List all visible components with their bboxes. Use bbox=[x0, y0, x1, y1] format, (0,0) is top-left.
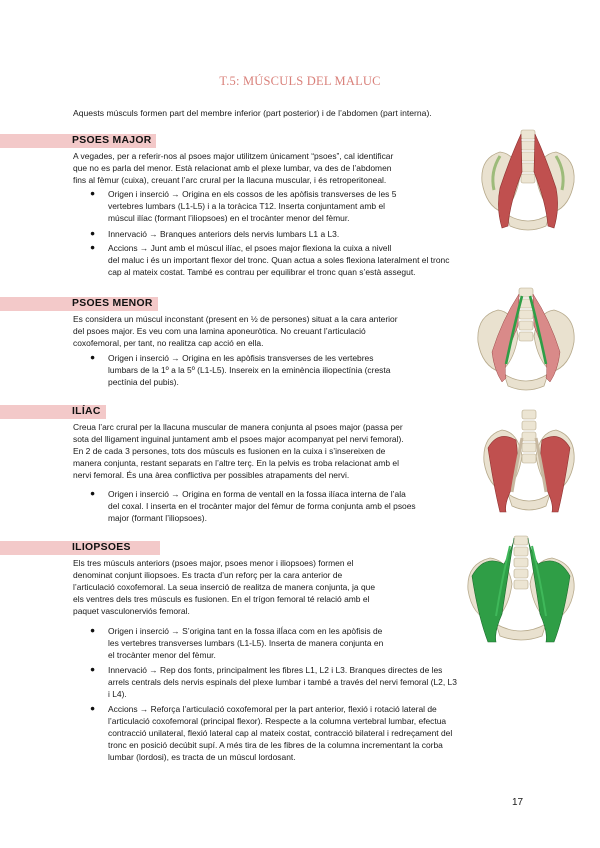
psoas-major-illustration bbox=[476, 128, 580, 236]
bullet-origin-insertion: Origen i inserció → S’origina tant en la fossa ilÍaca com en les apòfisis de les vertebres transverses lumbars (L1-L5). Inserta de manera conjunta en el trocànter menor del fèmur. bbox=[108, 626, 384, 661]
section-heading-iliac: ILÍAC bbox=[72, 406, 101, 417]
bullet-innervation: Innervació → Branques anteriors dels nervis lumbars L1 a L3. bbox=[108, 229, 340, 239]
bullet-innervation: Innervació → Rep dos fonts, principalment les fibres L1, L2 i L3. Branques directes de les arrels centrals dels nervis espinals del plexe lumbar i també a través del nervi femoral (L2, L3 i L4). bbox=[108, 665, 457, 700]
bullet-actions: Accions → Reforça l’articulació coxofemoral per la part anterior, flexió i rotació lateral de l’articulació coxofemoral (principal flexor). Respecte a la columna vertebral lumbar, efectua contracció unilateral, flexió lateral cap al mateix costat, contracció bilateral i redreçament del tronc en posició decúbit supí. A més tira de les fibres de la columna incrementant la corba lumbar (lordosi), es tracta de un múscul lordosant. bbox=[108, 704, 453, 763]
paragraph-iliopsoes: Els tres músculs anteriors (psoes major, psoes menor i iliopsoes) formen el denominat conjunt iliopsoes. Es tracta d’un reforç per la cara anterior de l’articulació coxofemoral. La seua inserció de realitza de manera conjunta, ja que els ventres dels tres músculs es fusionen. En el trígon femoral té relació amb el paquet vasculonerviós femoral. bbox=[73, 558, 376, 617]
bullet-marker: ● bbox=[90, 352, 96, 362]
iliopsoas-illustration bbox=[462, 534, 580, 646]
section-heading-psoes-major: PSOES MAJOR bbox=[72, 135, 152, 146]
bullet-marker: ● bbox=[90, 703, 96, 713]
intro-text: Aquests músculs formen part del membre inferior (part posterior) i de l’abdomen (part interna). bbox=[73, 108, 432, 118]
bullet-actions: Accions → Junt amb el múscul ilíac, el psoes major flexiona la cuixa a nivell del maluc i és un important flexor del tronc. Quan actua a soles flexiona lateralment el tronc cap al mateix costat. També es contrau per equilibrar el tronc quan s’està assegut. bbox=[108, 243, 450, 278]
iliacus-illustration bbox=[478, 408, 580, 516]
bullet-origin-insertion: Origen i inserció → Origina en forma de ventall en la fossa ilíaca interna de l’ala del coxal. I inserta en el trocànter major del fèmur de forma conjunta amb el psoes major (formant l’iliopsoes). bbox=[108, 489, 416, 524]
bullet-origin-insertion: Origen i inserció → Origina en les apòfisis transverses de les vertebres lumbars de la 1º a la 5º (L1-L5). Insereix en la eminència iliopectínia (cresta pectínia del pubis). bbox=[108, 353, 391, 388]
section-heading-iliopsoes: ILIOPSOES bbox=[72, 542, 131, 553]
section-heading-psoes-menor: PSOES MENOR bbox=[72, 298, 153, 309]
bullet-origin-insertion: Origen i inserció → Origina en els cossos de les apòfisis transverses de les 5 vertebres lumbars (L1-L5) i a la toràcica T12. Inserta conjuntament amb el múscul ilíac (formant l’iliopsoes) en el trocànter menor del fèmur. bbox=[108, 189, 397, 224]
bullet-marker: ● bbox=[90, 228, 96, 238]
paragraph-psoes-menor: Es considera un múscul inconstant (present en ½ de persones) situat a la cara anterior del psoes major. Es veu com una lamina aponeuròtica. No creuant l’articulació coxofemoral, per tant, no realitza cap acció en ella. bbox=[73, 314, 398, 349]
bullet-marker: ● bbox=[90, 188, 96, 198]
bullet-marker: ● bbox=[90, 488, 96, 498]
bullet-marker: ● bbox=[90, 625, 96, 635]
bullet-marker: ● bbox=[90, 664, 96, 674]
paragraph-psoes-major: A vegades, per a referir-nos al psoes major utilitzem únicament “psoes”, cal identificar que no es parla del menor. Està relacionat amb el plexe lumbar, va des de l’abdomen fins al fèmur (cuixa), creuant l’arc crural per la llacuna muscular, i és retroperitoneal. bbox=[73, 151, 394, 186]
page-number: 17 bbox=[512, 797, 524, 808]
bullet-marker: ● bbox=[90, 242, 96, 252]
psoas-minor-illustration bbox=[472, 286, 580, 396]
paragraph-iliac: Creua l’arc crural per la llacuna muscular de manera conjunta al psoes major (passa per sota del lligament inguinal juntament amb el psoes major acompanyat pel nervi femoral). En 2 de cada 3 persones, tots dos músculs es fusionen en la cuixa i s’insereixen de manera conjunta, restant separats en l’altre terç. En la pelvis es troba relacionat amb el nervi femoral. És una àrea conflictiva per possibles atrapaments del nervi. bbox=[73, 422, 404, 481]
page-title: T.5: MÚSCULS DEL MALUC bbox=[219, 74, 381, 88]
